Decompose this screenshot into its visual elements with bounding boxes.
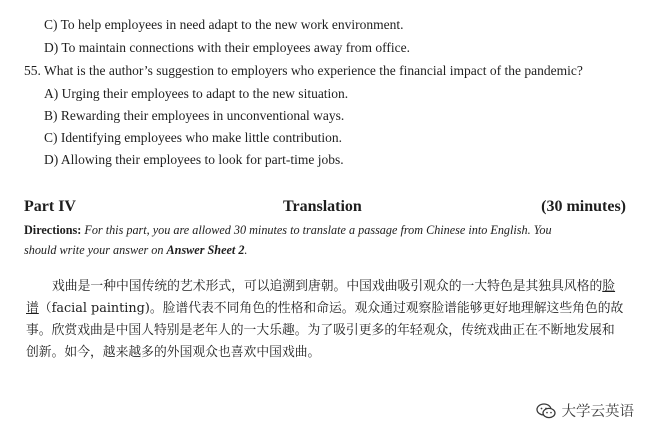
directions-text-1: For this part, you are allowed 30 minutes to translate a passage from Chinese into English. You — [81, 223, 552, 237]
q54-option-c: C) To help employees in need adapt to the new work environment. — [44, 17, 404, 32]
part-label: Part IV — [24, 198, 76, 215]
q55-stem: 55. What is the author’s suggestion to employers who experience the financial impact of the pandemic? — [24, 63, 583, 78]
passage-part-1: 戏曲是一种中国传统的艺术形式，可以追溯到唐朝。中国戏曲吸引观众的一大特色是其独具风格的 — [52, 279, 603, 294]
directions-end: . — [244, 243, 248, 257]
part-time: (30 minutes) — [541, 198, 626, 215]
q54-option-d: D) To maintain connections with their employees away from office. — [44, 40, 410, 55]
directions-label: Directions: — [24, 223, 82, 237]
directions-line-1 — [24, 221, 552, 239]
translation-passage — [26, 276, 626, 364]
directions-text-2: should write your answer on — [24, 243, 167, 257]
answer-sheet-ref: Answer Sheet 2 — [166, 243, 245, 257]
wechat-icon — [536, 403, 556, 419]
q55-option-a: A) Urging their employees to adapt to the new situation. — [44, 86, 349, 101]
facial-painting-term: 脸谱 — [26, 279, 616, 316]
watermark-text: 大学云英语 — [561, 404, 634, 420]
q55-option-b: B) Rewarding their employees in unconventional ways. — [44, 108, 345, 123]
directions-line-2 — [24, 241, 247, 259]
passage-part-2: （facial painting)。脸谱代表不同角色的性格和命运。观众通过观察脸谱能够更好地理解这些角色的故事。欣赏戏曲是中国人特别是老年人的一大乐趣。为了吸引更多的年轻观众，传统戏曲正在不断地发展和创新。如今，越来越多的外国观众也喜欢中国戏曲。 — [26, 301, 624, 360]
part-title: Translation — [283, 198, 362, 215]
q55-option-c: C) Identifying employees who make little contribution. — [44, 130, 343, 145]
q55-option-d: D) Allowing their employees to look for part-time jobs. — [44, 152, 344, 167]
watermark — [536, 400, 635, 421]
